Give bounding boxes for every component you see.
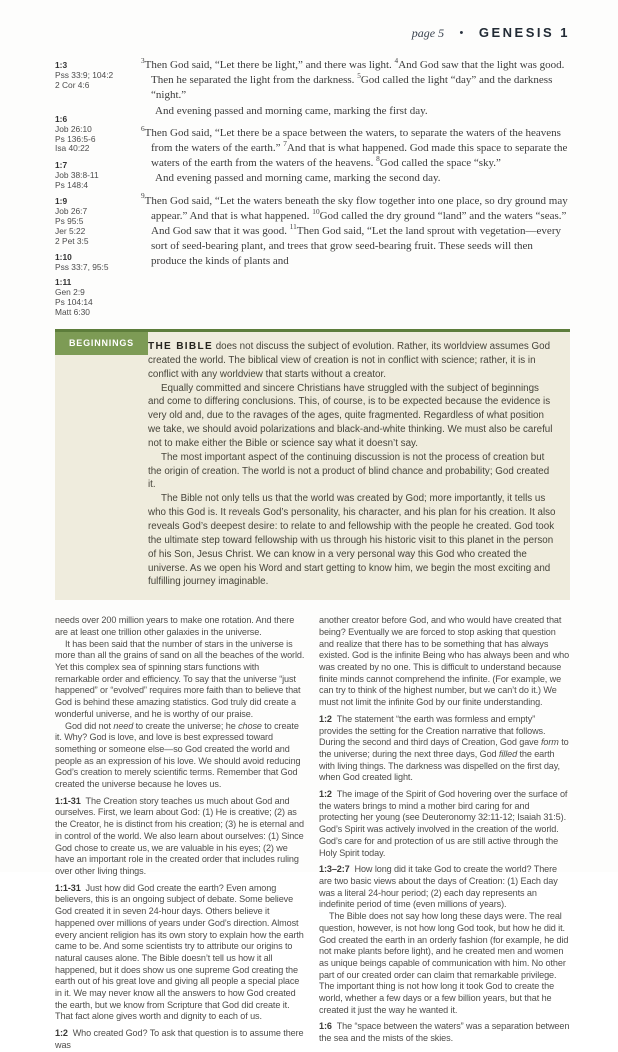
feature-paragraph: The most important aspect of the continuing discussion is not the process of creation but the origin of creation. The world is not a product of blind chance and probability; God created it.: [148, 451, 550, 491]
verse-paragraph: $^3$Then God said, “Let there be light,” and there was light. $^4$And God saw that the light was good. Then he separated the light from the darkness. $^5$God called the light “day” and the darkness “night.”: [141, 55, 565, 102]
verse-paragraph: $^9$Then God said, “Let the waters beneath the sky flow together into one place, so dry ground may appear.” And that is what happened. $^{10}$God called the dry ground “land” and the waters “seas.” And God saw that it was good. $^{11}$Then God said, “Let the land sprout with vegetation—every sort of seed-bearing plant, and trees that grow seed-bearing fruit. These seeds will then produce the kinds of plants and: [141, 191, 568, 268]
feature-paragraph: The Bible not only tells us that the world was created by God; more importantly, it tells us who this God is. It reveals God’s personality, his character, and his plan for his creation. It also reveals God’s deepest desire: to relate to and fellowship with the people he created. God took the ultimate step toward fellowship with us through his historic visit to this planet in the person of his Son, Jesus Christ. We can know in a very personal way this God who created the universe. As we open his Word and start getting to know him, we begin the most exciting and fulfilling journey imaginable.: [148, 493, 556, 588]
verse-number: 6: [141, 123, 145, 133]
verse-number: 7: [283, 138, 287, 148]
page-header: [55, 24, 570, 42]
cross-ref: Isa 40:22: [55, 143, 90, 154]
cross-ref-verse: 1:7: [55, 160, 68, 171]
cross-ref: Gen 2:9: [55, 287, 85, 298]
cross-ref: Job 26:10: [55, 123, 92, 134]
verse-number: 4: [394, 55, 399, 65]
note-verse-ref: 1:3–2:7: [319, 864, 350, 875]
refrain-line: And evening passed and morning came, marking the second day.: [155, 172, 441, 185]
note-verse-ref: 1:1-31: [55, 795, 81, 806]
cross-reference-group: [55, 278, 141, 318]
feature-paragraph: THE BIBLE does not discuss the subject of evolution. Rather, its worldview assumes God created the world. The biblical view of creation is not in conflict with science; rather, it is in conflict with any worldview that starts without a creator.: [148, 341, 551, 380]
cross-ref: 2 Pet 3:5: [55, 235, 89, 246]
cross-ref: Job 38:8-11: [55, 170, 99, 181]
study-note: God did not need to create the universe; he chose to create it. Why? God is love, and love is best expressed toward something or someone else—so God created the world and people as an expression of his love. We should avoid reducing God’s creation to merely scientific terms. Remember that God created the universe because he loves us.: [55, 720, 301, 790]
cross-ref-verse: 1:10: [55, 251, 72, 262]
cross-ref-verse: 1:9: [55, 196, 68, 207]
verse-paragraph: $^6$Then God said, “Let there be a space between the waters, to separate the waters of the heavens from the waters of the earth.” $^7$And that is what happened. God made this space to separate the waters of the earth from the waters of the heavens. $^8$God called the space “sky.”: [141, 123, 568, 170]
cross-ref: Job 26:7: [55, 205, 88, 216]
feature-box-label: BEGINNINGS: [55, 332, 148, 355]
study-note: 1:1-31 Just how did God create the earth? Even among believers, this is an ongoing subject of debate. Some believe God created it in seven 24-hour days. Others believe it happened over millions of years under God’s direction. Almost every ancient religion has its own story to explain how the earth came to be. And some scientists try to attribute our origins to natural causes alone. The Bible doesn’t tell us how it all happened, but it does show us one supreme God creating the earth out of his great love and giving all people a special place in it. We may never know all the answers to how God created the earth, but we know from Scripture that God did create it. That fact alone gives worth and dignity to each of us.: [55, 882, 304, 1022]
cross-ref-verse: 1:11: [55, 277, 72, 288]
book-chapter-title: GENESIS 1: [478, 25, 570, 40]
cross-ref: Ps 136:5-6: [55, 133, 96, 144]
study-note: The Bible does not say how long these days were. The real question, however, is not how long God took, but how he did it. God created the earth in an orderly fashion (for example, he did not make plants before light), and he created men and women as unique beings capable of communication with him. No other part of our created order can claim that remarkable privilege. The important thing is not how long it took God to create the world, whether a few days or a few billion years, but that he created it just the way he wanted it.: [319, 911, 569, 1015]
cross-ref: Ps 95:5: [55, 215, 84, 226]
cross-reference-column: [55, 58, 141, 324]
study-note: needs over 200 million years to make one rotation. And there are at least one trillion other galaxies in the universe.: [55, 615, 295, 637]
study-note: 1:2 The statement “the earth was formless and empty” provides the setting for the Creation narrative that follows. During the second and third days of Creation, God gave form to the universe; during the next three days, God filled the earth with living things. The darkness was dispelled on the first day, when God created light.: [319, 713, 569, 783]
study-note: It has been said that the number of stars in the universe is more than all the grains of sand on all the beaches of the world. Yet this complex sea of spinning stars functions with remarkable order and efficiency. To say that the universe “just happened” or “evolved” requires more faith than to believe that God is behind these amazing statistics. God truly did create a wonderful universe, and he is worthy of our praise.: [55, 638, 305, 719]
feature-box-body: [55, 332, 570, 600]
cross-reference-group: [55, 161, 141, 191]
cross-ref-verse: 1:3: [55, 60, 68, 70]
header-bullet-icon: •: [459, 27, 464, 39]
cross-ref: 2 Cor 4:6: [55, 79, 90, 90]
cross-ref: Jer 5:22: [55, 225, 86, 236]
cross-ref-verse: 1:6: [55, 113, 68, 124]
beginnings-feature-box: [55, 329, 570, 600]
note-verse-ref: 1:6: [319, 1021, 332, 1032]
cross-ref: Matt 6:30: [55, 307, 90, 318]
notes-column-right: [319, 615, 570, 1051]
study-note: 1:3–2:7 How long did it take God to create the world? There are two basic views about the days of Creation: (1) Each day was a literal 24-hour period; (2) each day represents an indefinite period of time (even millions of years).: [319, 864, 558, 910]
note-verse-ref: 1:2: [319, 789, 332, 800]
study-note: 1:1-31 The Creation story teaches us much about God and ourselves. First, we learn about God: (1) He is creative; (2) as the Creator, he is distinct from his creation; (3) he is eternal and in control of the world. We also learn about ourselves: (1) Since God chose to create us, we are valuable in his eyes; (2) we have an important role in the created order that includes ruling over other living things.: [55, 795, 304, 876]
cross-reference-group: [55, 61, 141, 91]
verse-number: 9: [141, 191, 145, 201]
scripture-text-column: [141, 55, 570, 324]
verse-number: 11: [289, 221, 297, 231]
cross-ref: Pss 33:7, 95:5: [55, 261, 109, 272]
feature-paragraph: Equally committed and sincere Christians have struggled with the subject of beginnings and come to differing conclusions. This, of course, is to be expected because the evidence is very old and, due to the ravages of the ages, quite fragmented. Regardless of what position we take, we should avoid polarizations and black-and-white thinking. We must also be careful not to make either the Bible or science say what it doesn’t say.: [148, 382, 553, 449]
verse-number: 10: [312, 206, 320, 216]
study-note: 1:2 Who created God? To ask that question is to assume there was: [55, 1028, 304, 1050]
cross-ref: Ps 104:14: [55, 297, 93, 308]
cross-reference-group: [55, 115, 141, 155]
note-verse-ref: 1:2: [319, 713, 332, 724]
verse-number: 3: [141, 55, 145, 65]
page-number: page 5: [411, 26, 445, 40]
refrain-line: And evening passed and morning came, marking the first day.: [155, 104, 428, 117]
note-verse-ref: 1:1-31: [55, 882, 81, 893]
verse-number: 5: [357, 71, 361, 81]
study-notes-section: [55, 615, 570, 1051]
verse-number: 8: [376, 154, 380, 164]
study-note: 1:6 The “space between the waters” was a separation between the sea and the mists of the skies.: [319, 1021, 570, 1044]
cross-reference-group: [55, 197, 141, 247]
study-note: another creator before God, and who would have created that being? Eventually we are forced to stop asking that question and realize that there has to be something that has always existed. God is the infinite Being who has always been and who was created by no one. This is difficult to understand because finite minds cannot comprehend the infinite. (For example, we can try to think of the highest number, but we can’t do it.) We must not limit the infinite God by our finite understanding.: [319, 615, 570, 708]
cross-ref: Pss 33:9; 104:2: [55, 69, 114, 80]
cross-reference-group: [55, 253, 141, 273]
feature-lead: THE BIBLE: [148, 341, 213, 353]
scripture-section: [55, 55, 570, 324]
cross-ref: Ps 148:4: [55, 180, 89, 191]
study-note: 1:2 The image of the Spirit of God hovering over the surface of the waters brings to mind a mother bird caring for and protecting her young (see Deuteronomy 32:11-12; Isaiah 31:5). God’s Spirit was actively involved in the creation of the world. God’s care for and protection of us are still active through the Holy Spirit today.: [319, 789, 568, 858]
note-verse-ref: 1:2: [55, 1028, 68, 1039]
notes-column-left: [55, 615, 306, 1051]
